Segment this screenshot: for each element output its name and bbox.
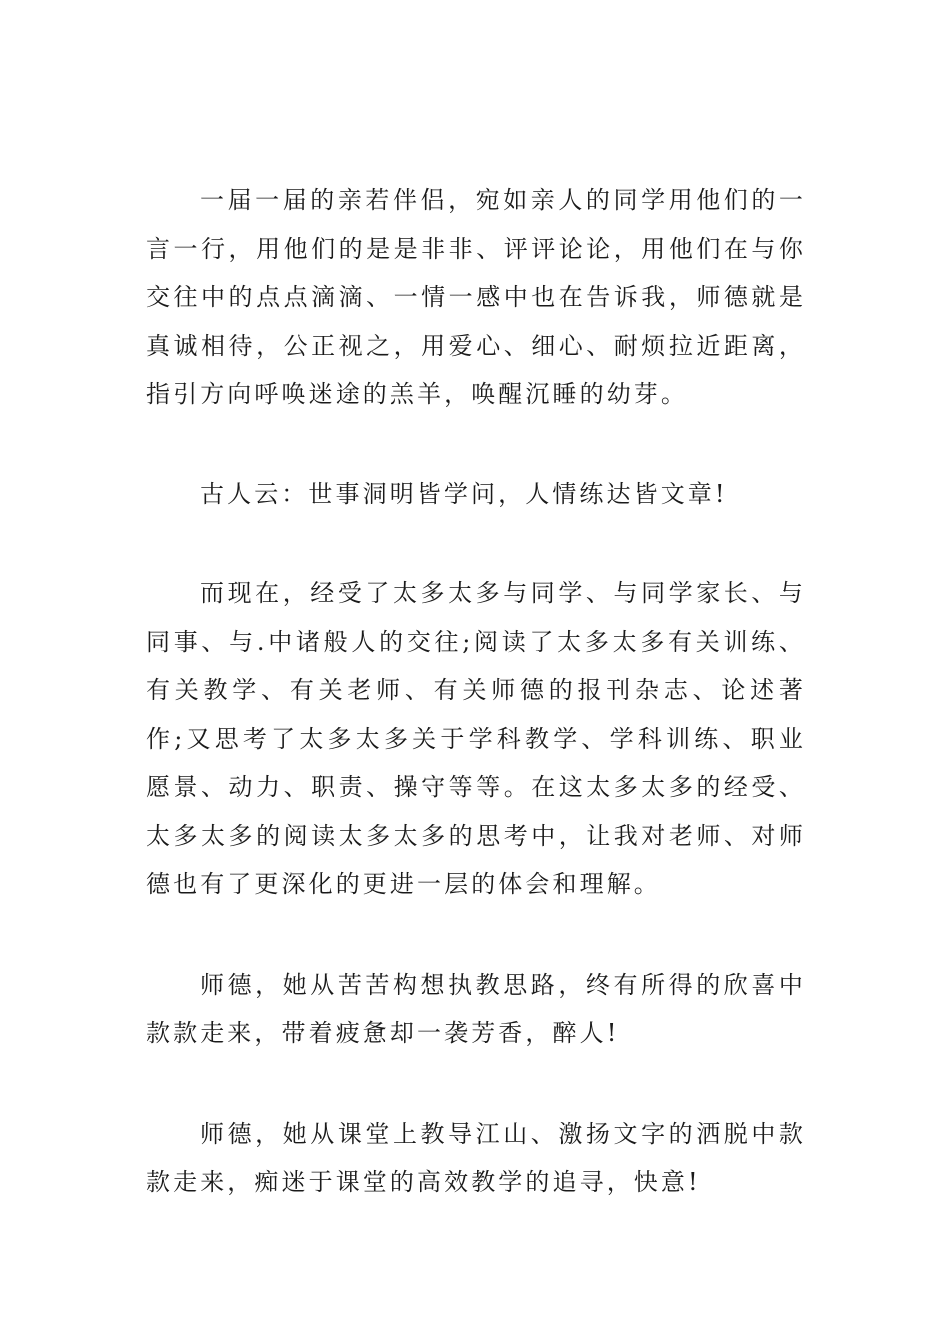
paragraph-1: 一届一届的亲若伴侣，宛如亲人的同学用他们的一言一行，用他们的是是非非、评评论论，用他们在与你交往中的点点滴滴、一情一感中也在告诉我，师德就是真诚相待，公正视之，用爱心、细心、耐烦拉近距离，指引方向呼唤迷途的羔羊，唤醒沉睡的幼芽。 [146, 186, 806, 408]
paragraph-5: 师德，她从课堂上教导江山、激扬文字的洒脱中款款走来，痴迷于课堂的高效教学的追寻，快意! [146, 1119, 806, 1196]
document-page [146, 176, 806, 1207]
paragraph-3: 而现在，经受了太多太多与同学、与同学家长、与同事、与.中诸般人的交往;阅读了太多太多有关训练、有关教学、有关老师、有关师德的报刊杂志、论述著作;又思考了太多太多关于学科教学、学科训练、职业愿景、动力、职责、操守等等。在这太多太多的经受、太多太多的阅读太多太多的思考中，让我对老师、对师德也有了更深化的更进一层的体会和理解。 [146, 579, 806, 898]
paragraph-4: 师德，她从苦苦构想执教思路，终有所得的欣喜中款款走来，带着疲惫却一袭芳香，醉人! [146, 970, 806, 1047]
paragraph-2: 古人云：世事洞明皆学问，人情练达皆文章! [200, 479, 728, 508]
